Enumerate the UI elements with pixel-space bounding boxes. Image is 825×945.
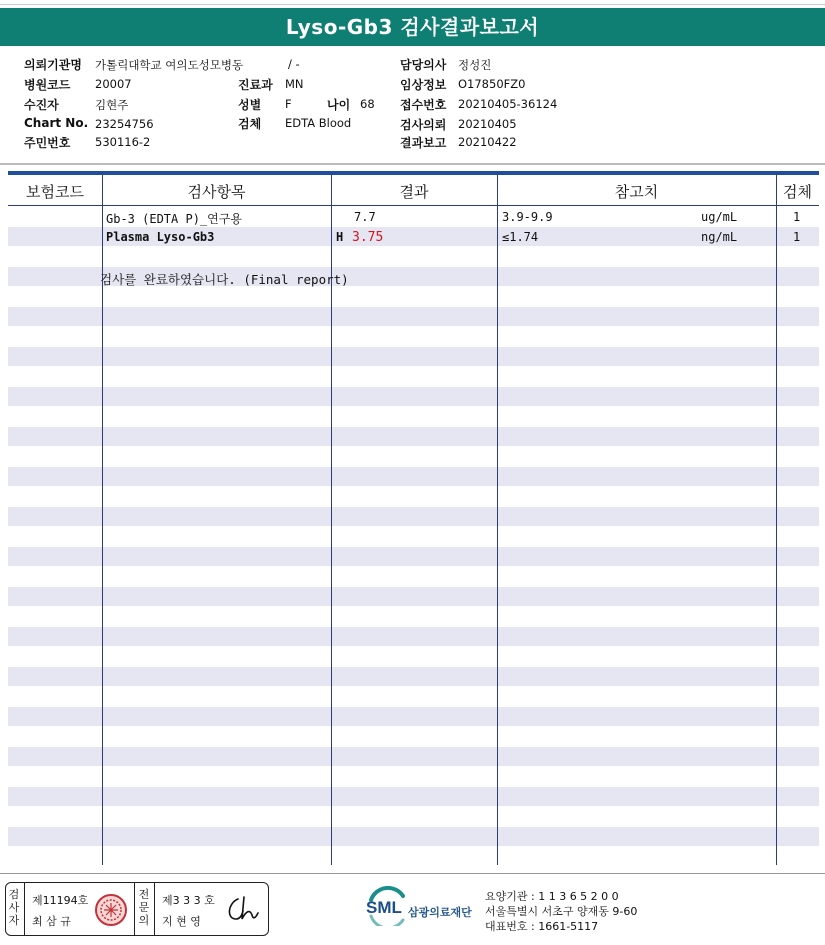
row-stripe [8,827,819,846]
row-stripe [8,547,819,566]
patient-info [0,0,825,160]
examiner-vertical-3: 자 [8,914,20,927]
header-reference: 참고치 [614,183,659,201]
row-stripe [8,347,819,366]
examiner-name: 최 삼 규 [32,915,71,928]
row-stripe [8,387,819,406]
request-label: 검사의뢰 [400,118,447,132]
specialist-name: 지 현 영 [162,915,201,928]
col-divider [776,175,777,865]
org-phone: 대표번호 : 1661-5117 [485,920,599,933]
row-flag: H [336,230,344,244]
org-name: 삼광의료재단 [408,906,472,919]
report-date-value: 20210422 [458,135,517,149]
age-label: 나이 [327,98,351,112]
report-title: Lyso-Gb3 검사결과보고서 [0,8,825,46]
row-item: Gb-3 (EDTA P)_연구용 [106,212,242,226]
header-code: 보험코드 [26,183,84,201]
row-stripe [8,627,819,646]
logo-text: SML [366,898,402,917]
header-item: 검사항목 [187,183,246,201]
row-unit: ug/mL [701,210,738,224]
examiner-seal-icon [94,893,128,927]
examinee-label: 수진자 [24,98,59,112]
row-result: 7.7 [354,210,376,224]
sig-divider [24,883,25,935]
row-item: Plasma Lyso-Gb3 [106,230,215,244]
examiner-license: 제11194호 [32,894,89,907]
sex-value: F [285,97,292,111]
row-stripe [8,707,819,726]
sig-divider [134,883,135,935]
signature-icon [224,893,262,925]
row-stripe [8,787,819,806]
header-specimen: 검체 [783,183,812,201]
rrn-label: 주민번호 [24,136,71,150]
ward-value: / - [288,57,300,71]
results-table [8,175,819,865]
hospital-code-value: 20007 [95,77,132,91]
receipt-value: 20210405-36124 [458,97,558,111]
request-value: 20210405 [458,117,517,131]
row-reference: 3.9-9.9 [502,210,553,224]
examiner-vertical-1: 검 [8,888,20,901]
sex-label: 성별 [238,98,262,112]
examinee-value: 김현주 [95,98,129,112]
row-unit: ng/mL [701,230,738,244]
footer-rule [0,873,825,874]
col-divider [497,175,498,865]
org-address: 서울특별시 서초구 양재동 9-60 [485,905,638,918]
specialist-vertical-3: 의 [138,914,150,927]
clinical-label: 임상정보 [400,78,447,92]
final-report-note: 검사를 완료하였습니다. (Final report) [100,272,349,287]
specialist-vertical-1: 전 [138,888,150,901]
row-stripe [8,667,819,686]
signature-box [5,882,269,936]
row-result-high: 3.75 [352,230,384,245]
row-reference: ≤1.74 [502,230,539,244]
row-stripe [8,427,819,446]
row-stripe [8,467,819,486]
clinical-value: O17850FZ0 [458,77,526,91]
rrn-value: 530116-2 [95,135,151,149]
row-stripe [8,307,819,326]
row-stripe [8,747,819,766]
examiner-vertical-2: 사 [8,901,20,914]
specialist-license: 제3 3 3 호 [162,894,215,907]
specimen-label: 검체 [238,117,262,131]
specimen-value: EDTA Blood [285,116,352,130]
hospital-code-label: 병원코드 [24,78,71,92]
section-divider [0,163,825,165]
chart-label: Chart No. [24,116,89,130]
dept-value: MN [285,77,304,91]
row-stripe [8,587,819,606]
doctor-label: 담당의사 [400,58,447,72]
chart-value: 23254756 [95,117,154,131]
institution-value: 가톨릭대학교 여의도성모병동 [95,58,244,72]
header-result: 결과 [399,183,429,201]
care-code: 요양기관 : 1 1 3 6 5 2 0 0 [485,890,619,903]
doctor-value: 정성진 [458,58,492,72]
row-stripe [8,507,819,526]
age-value: 68 [360,97,375,111]
row-specimen: 1 [793,230,801,244]
specialist-vertical-2: 문 [138,901,150,914]
institution-label: 의뢰기관명 [24,58,82,72]
sig-divider [154,883,155,935]
dept-label: 진료과 [238,78,273,92]
receipt-label: 접수번호 [400,98,447,112]
report-date-label: 결과보고 [400,136,447,150]
row-specimen: 1 [793,210,801,224]
header-rule [8,205,819,206]
